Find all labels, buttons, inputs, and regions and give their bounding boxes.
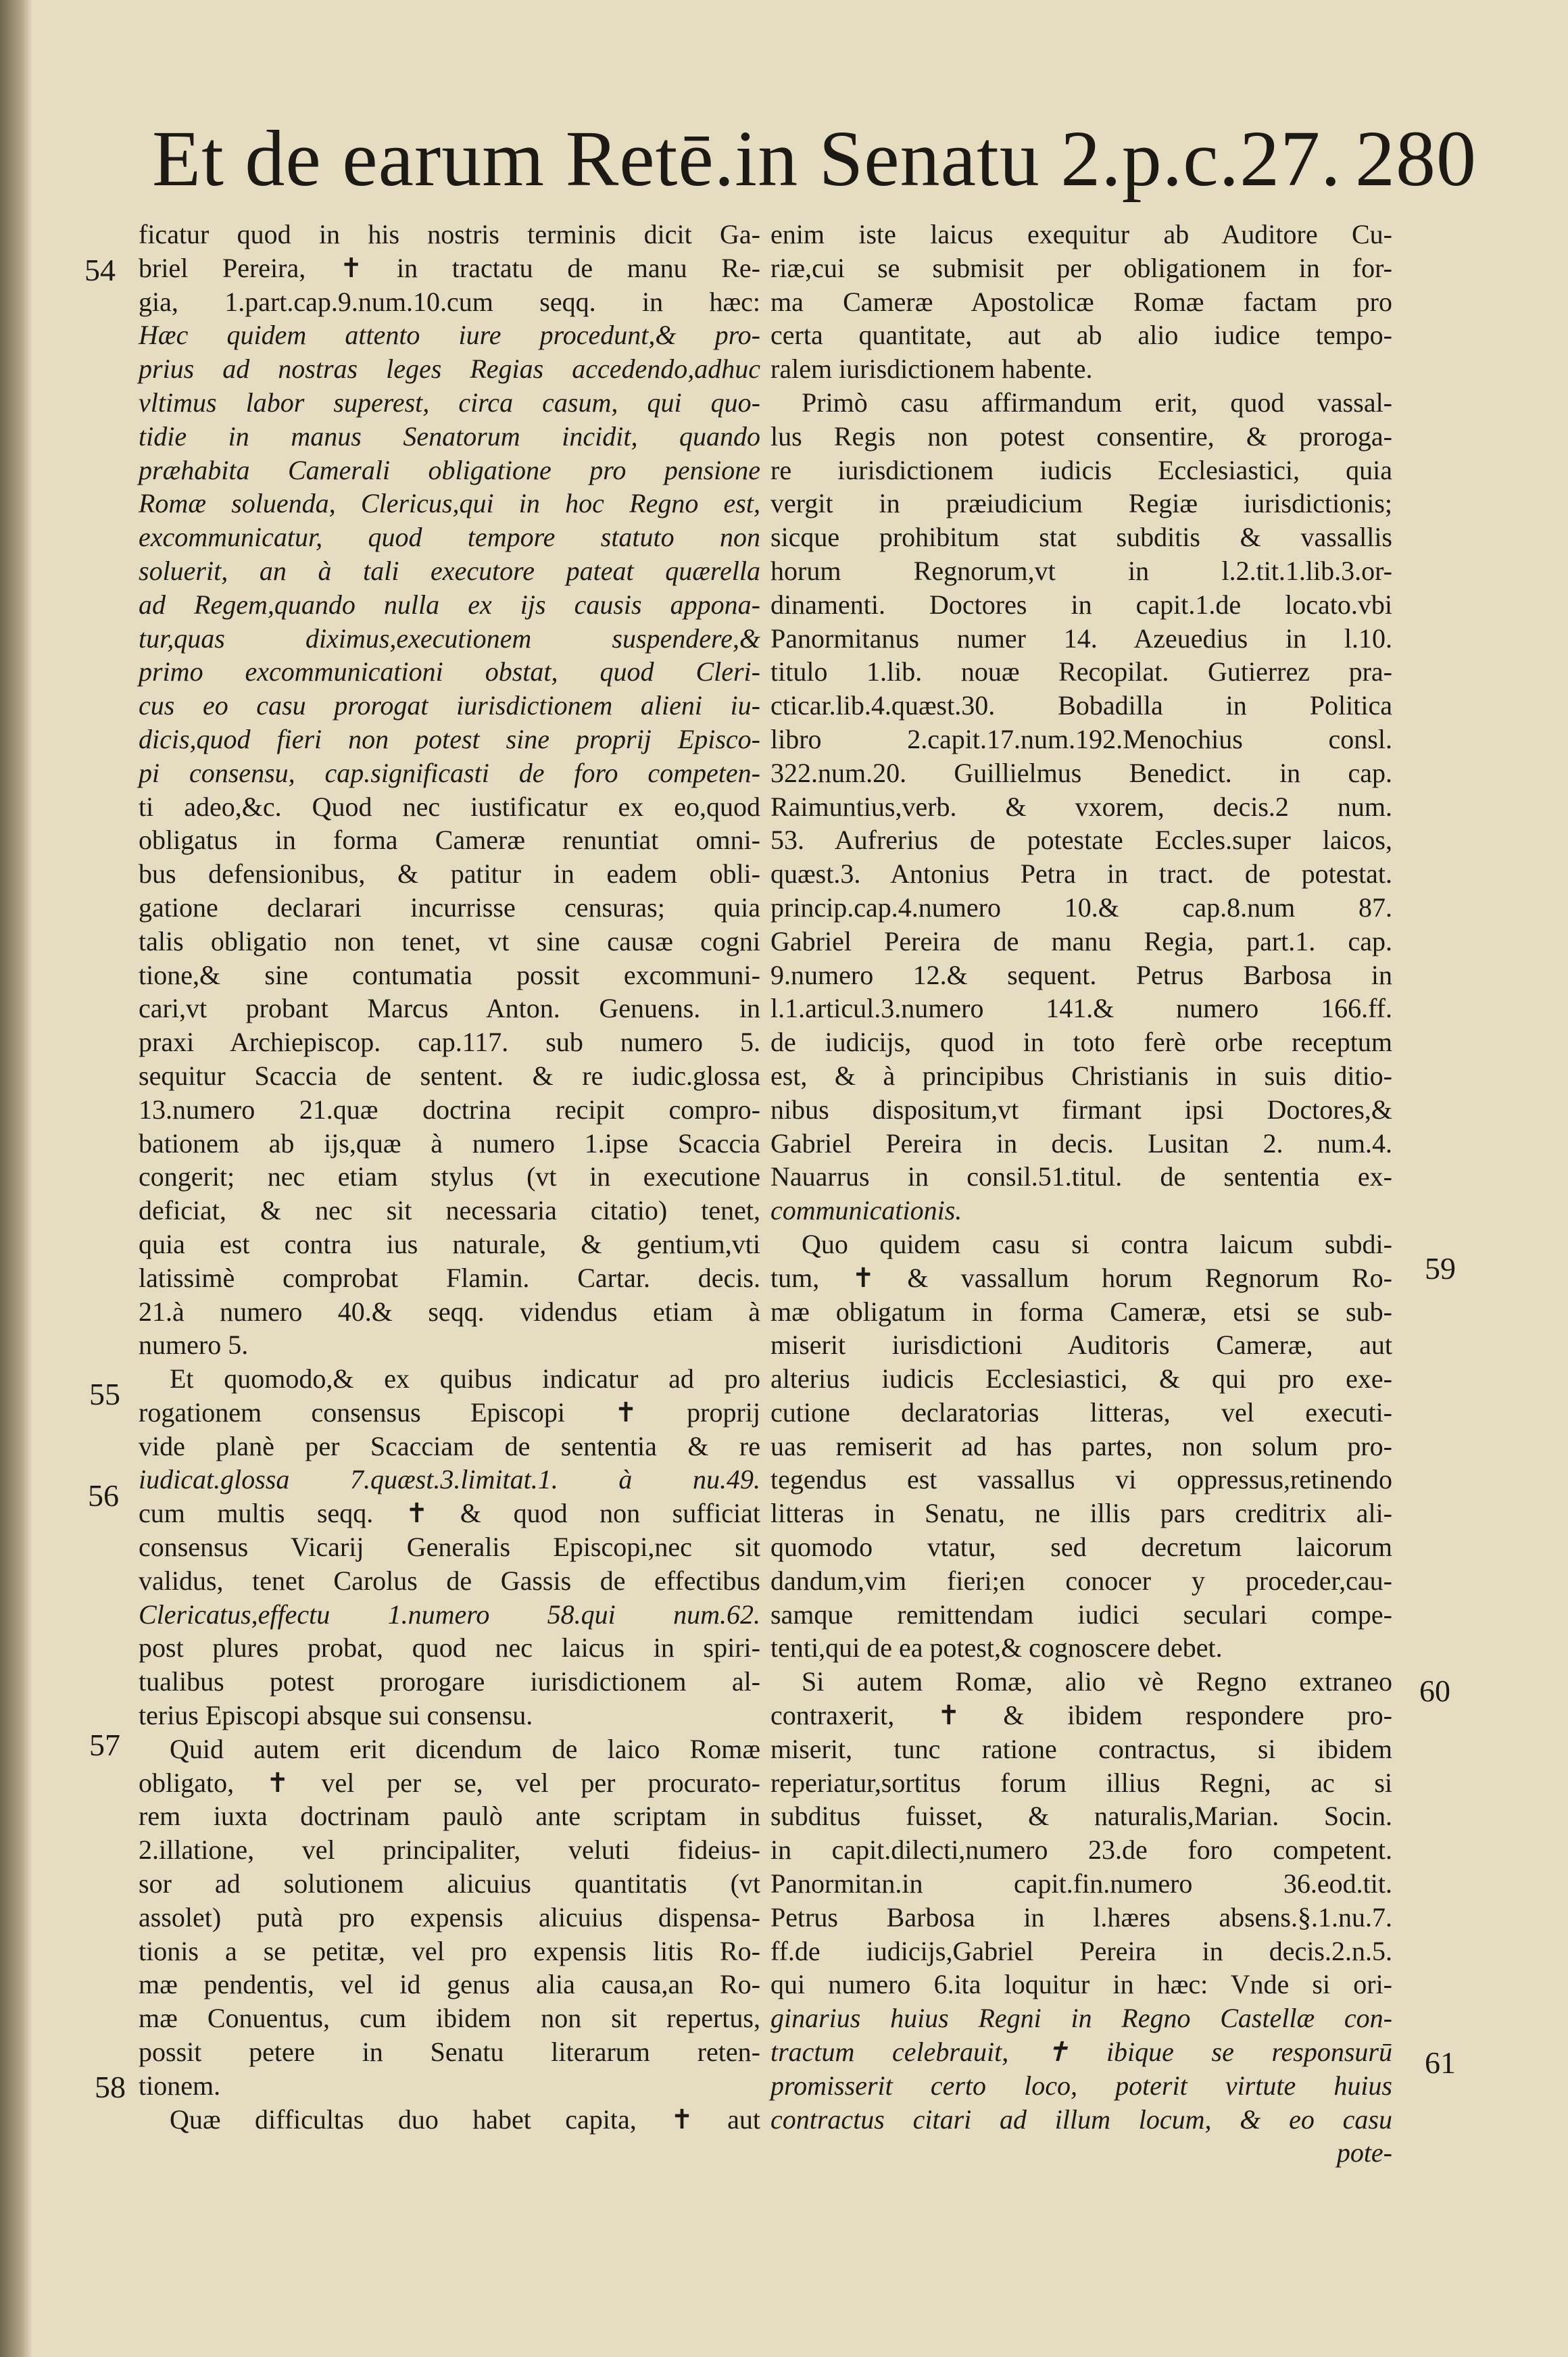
text-line: horum Regnorum,vt in l.2.tit.1.lib.3.or- [770,555,1392,586]
text-line: consensus Vicarij Generalis Episcopi,nec sit [139,1532,760,1563]
text-line: talis obligatio non tenet, vt sine causæ cogni [139,925,760,956]
text-line: tione,& sine contumatia possit excommuni- [139,959,760,990]
text-line: sor ad solutionem alicuius quantitatis (vt [139,1868,760,1899]
text-line: possit petere in Senatu literarum reten- [139,2037,760,2068]
left-column [139,218,760,2136]
text-line: Et quomodo,& ex quibus indicatur ad pro [170,1363,760,1394]
text-line: lus Regis non potest consentire, & proroga- [770,420,1392,452]
text-line: l.1.articul.3.numero 141.& numero 166.ff. [770,993,1392,1024]
text-line: nibus dispositum,vt firmant ipsi Doctores,& [770,1094,1392,1125]
text-line: enim iste laicus exequitur ab Auditore Cu- [770,219,1392,249]
text-line: congerit; nec etiam stylus (vt in executione [139,1161,760,1192]
text-line: ficatur quod in his nostris terminis dicit Ga- [139,219,760,249]
text-line: tenti,qui de ea potest,& cognoscere debet. [770,1632,1223,1663]
text-line: qui numero 6.ita loquitur in hæc: Vnde si ori- [770,1969,1392,2000]
margin-number: 56 [88,1478,119,1513]
text-line: sicque prohibitum stat subditis & vassallis [770,522,1392,553]
text-line: mæ pendentis, vel id genus alia causa,an Ro- [139,1969,760,2000]
text-line: rem iuxta doctrinam paulò ante scriptam in [139,1801,760,1832]
text-line: certa quantitate, aut ab alio iudice tempo- [770,320,1392,351]
margin-number: 61 [1425,2045,1456,2080]
text-line: communicationis. [770,1195,962,1226]
text-line: in capit.dilecti,numero 23.de foro competent. [770,1834,1392,1866]
margin-number: 55 [89,1377,120,1411]
text-line: subditus fuisset, & naturalis,Marian. Socin. [770,1801,1392,1832]
text-line: samque remittendam iudici seculari compe- [770,1599,1392,1630]
text-line: pi consensu, cap.significasti de foro competen- [139,757,760,788]
text-line: Panormitan.in capit.fin.numero 36.eod.tit. [770,1868,1392,1899]
text-line: latissimè comprobat Flamin. Cartar. decis. [139,1262,760,1293]
text-line: de iudicijs, quod in toto ferè orbe receptum [770,1027,1392,1058]
text-line: Gabriel Pereira in decis. Lusitan 2. num.4. [770,1127,1392,1159]
margin-number: 58 [95,2070,126,2104]
text-line: obligato, ✝ vel per se, vel per procurato- [139,1767,760,1798]
text-line: re iurisdictionem iudicis Ecclesiastici, quia [770,454,1392,485]
text-line: 9.numero 12.& sequent. Petrus Barbosa in [770,959,1392,990]
text-line: ad Regem,quando nulla ex ijs causis appona- [139,589,760,620]
text-line: gatione declarari incurrisse censuras; quia [139,892,760,923]
text-line: rogationem consensus Episcopi ✝ proprij [139,1396,760,1428]
text-line: ginarius huius Regni in Regno Castellæ con- [770,2003,1392,2034]
text-line: iudicat.glossa 7.quæst.3.limitat.1. à nu.49. [139,1464,760,1495]
text-line: praxi Archiepiscop. cap.117. sub numero 5. [139,1027,760,1058]
text-line: excommunicatur, quod tempore statuto non [139,522,760,553]
text-line: mæ Conuentus, cum ibidem non sit repertus, [139,2003,760,2034]
text-line: 2.illatione, vel principaliter, veluti fideius- [139,1834,760,1866]
text-line: Petrus Barbosa in l.hæres absens.§.1.nu.7. [770,1901,1392,1933]
text-line: tegendus est vassallus vi oppressus,retinendo [770,1464,1392,1495]
text-line: Nauarrus in consil.51.titul. de sententia ex- [770,1161,1392,1192]
text-line: contraxerit, ✝ & ibidem respondere pro- [770,1700,1392,1731]
text-line: princip.cap.4.numero 10.& cap.8.num 87. [770,892,1392,923]
text-line: dicis,quod fieri non potest sine proprij Episco- [139,723,760,754]
text-line: quia est contra ius naturale, & gentium,vti [139,1228,760,1259]
text-line: riæ,cui se submisit per obligationem in for- [770,252,1392,283]
text-line: Hæc quidem attento iure procedunt,& pro- [139,320,760,351]
text-line: Romæ soluenda, Clericus,qui in hoc Regno est, [139,488,760,519]
text-line: tur,quas diximus,executionem suspendere,& [139,623,760,654]
text-line: tractum celebrauit, ✝ ibique se responsurū [770,2037,1392,2068]
text-line: promisserit certo loco, poterit virtute huius [770,2070,1392,2101]
text-line: cutione declaratorias litteras, vel executi- [770,1396,1392,1428]
folio-number: 280 [1355,114,1477,203]
text-line: vltimus labor superest, circa casum, qui quo- [139,387,760,418]
text-line: Si autem Romæ, alio vè Regno extraneo [802,1666,1392,1697]
text-line: Quæ difficultas duo habet capita, ✝ aut [170,2104,760,2135]
text-line: ralem iurisdictionem habente. [770,354,1093,385]
running-title: Et de earum Retē.in Senatu 2.p.c.27. [152,114,1342,203]
text-line: ma Cameræ Apostolicæ Romæ factam pro [770,286,1392,317]
text-line: contractus citari ad illum locum, & eo casu [770,2104,1392,2135]
text-line: cticar.lib.4.quæst.30. Bobadilla in Politica [770,690,1392,721]
text-line: titulo 1.lib. nouæ Recopilat. Gutierrez pra- [770,656,1392,687]
text-line: quæst.3. Antonius Petra in tract. de potestat. [770,858,1392,890]
text-line: ti adeo,&c. Quod nec iustificatur ex eo,quod [139,791,760,822]
text-line: sequitur Scaccia de sentent. & re iudic.glossa [139,1060,760,1091]
text-line: reperiatur,sortitus forum illius Regni, ac si [770,1767,1392,1798]
text-line: quomodo vtatur, sed decretum laicorum [770,1532,1392,1563]
text-line: præhabita Camerali obligatione pro pensione [139,454,760,485]
previous-page-edge [3,169,32,1724]
text-line: ff.de iudicijs,Gabriel Pereira in decis.2.n.5. [770,1935,1392,1966]
text-line: dandum,vim fieri;en conocer y proceder,cau- [770,1565,1392,1596]
text-line: Primò casu affirmandum erit, quod vassal- [802,387,1392,418]
text-line: 13.numero 21.quæ doctrina recipit compro- [139,1094,760,1125]
text-line: Quo quidem casu si contra laicum subdi- [802,1228,1392,1259]
text-line: uas remiserit ad has partes, non solum pro- [770,1430,1392,1461]
text-line: post plures probat, quod nec laicus in spiri- [139,1632,760,1663]
text-line: miserit iurisdictioni Auditoris Cameræ, aut [770,1330,1392,1361]
text-line: mæ obligatum in forma Cameræ, etsi se sub- [770,1296,1392,1327]
text-line: miserit, tunc ratione contractus, si ibidem [770,1733,1392,1764]
margin-number: 54 [84,253,116,287]
text-line: briel Pereira, ✝ in tractatu de manu Re- [139,252,760,283]
text-line: cum multis seqq. ✝ & quod non sufficiat [139,1498,760,1529]
text-line: dinamenti. Doctores in capit.1.de locato.vbi [770,589,1392,620]
text-line: 53. Aufrerius de potestate Eccles.super laicos, [770,825,1392,856]
text-line: tum, ✝ & vassallum horum Regnorum Ro- [770,1262,1392,1293]
text-line: Raimuntius,verb. & vxorem, decis.2 num. [770,791,1392,822]
text-line: cari,vt probant Marcus Anton. Genuens. in [139,993,760,1024]
text-line: litteras in Senatu, ne illis pars creditrix ali- [770,1498,1392,1529]
right-column [770,218,1392,2170]
text-line: assolet) putà pro expensis alicuius dispensa- [139,1901,760,1933]
text-line: libro 2.capit.17.num.192.Menochius consl. [770,723,1392,754]
text-line: terius Episcopi absque sui consensu. [139,1700,533,1731]
text-line: est, & à principibus Christianis in suis ditio- [770,1060,1392,1091]
text-line: bus defensionibus, & patitur in eadem obli- [139,858,760,890]
margin-number: 60 [1419,1674,1450,1708]
text-line: Gabriel Pereira de manu Regia, part.1. cap. [770,925,1392,956]
text-line: bationem ab ijs,quæ à numero 1.ipse Scaccia [139,1127,760,1159]
text-line: Clericatus,effectu 1.numero 58.qui num.62. [139,1599,760,1630]
running-header [152,101,1477,216]
text-line: alterius iudicis Ecclesiastici, & qui pro exe- [770,1363,1392,1394]
text-line: gia, 1.part.cap.9.num.10.cum seqq. in hæc: [139,286,760,317]
text-line: 21.à numero 40.& seqq. videndus etiam à [139,1296,760,1327]
margin-number: 59 [1425,1251,1456,1286]
text-line: cus eo casu prorogat iurisdictionem alieni iu- [139,690,760,721]
text-line: Panormitanus numer 14. Azeuedius in l.10. [770,623,1392,654]
text-line: Quid autem erit dicendum de laico Romæ [170,1733,760,1764]
text-line: tidie in manus Senatorum incidit, quando [139,420,760,452]
text-line: 322.num.20. Guillielmus Benedict. in cap. [770,757,1392,788]
text-line: primo excommunicationi obstat, quod Cleri- [139,656,760,687]
text-line: prius ad nostras leges Regias accedendo,adhuc [139,354,760,385]
margin-number: 57 [89,1728,120,1762]
text-line: soluerit, an à tali executore pateat quærella [139,555,760,586]
text-line: obligatus in forma Cameræ renuntiat omni- [139,825,760,856]
text-line: vergit in præiudicium Regiæ iurisdictionis; [770,488,1392,519]
text-line: tionis a se petitæ, vel pro expensis litis Ro- [139,1935,760,1966]
text-line: numero 5. [139,1330,249,1361]
text-line: vide planè per Scacciam de sententia & re [139,1430,760,1461]
catchword: pote- [1336,2137,1392,2168]
text-line: deficiat, & nec sit necessaria citatio) tenet, [139,1195,760,1226]
text-line: tualibus potest prorogare iurisdictionem al- [139,1666,760,1697]
text-line: validus, tenet Carolus de Gassis de effectibus [139,1565,760,1596]
text-line: tionem. [139,2070,221,2101]
